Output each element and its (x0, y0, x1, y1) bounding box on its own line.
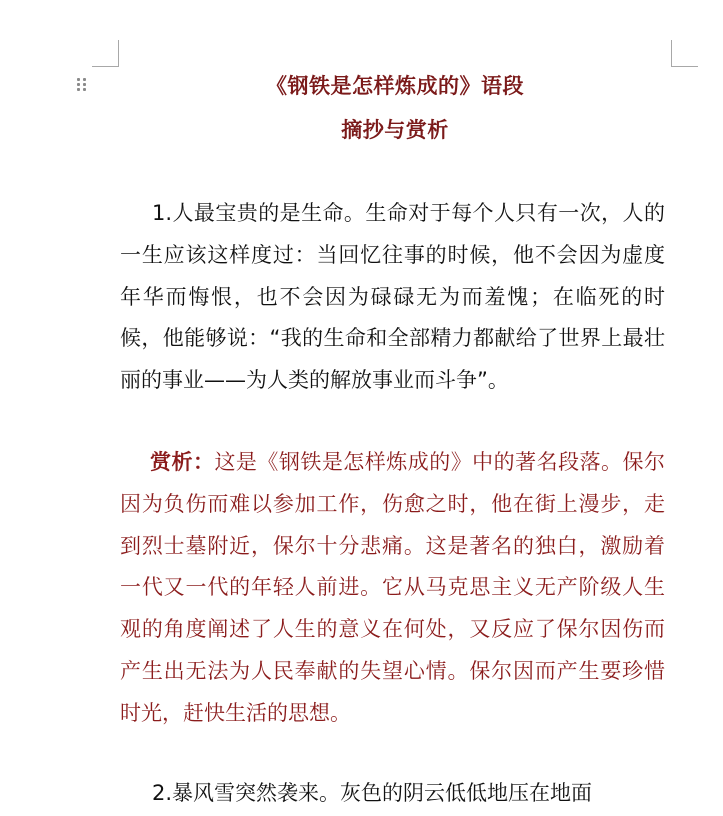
quote-paragraph-1: 1.人最宝贵的是生命。生命对于每个人只有一次，人的一生应该这样度过：当回忆往事的时候，他不会因为虚度年华而悔恨，也不会因为碌碌无为而羞愧；在临死的时候，他能够说：“我的生命和全部精力都献给了世界上最壮丽的事业——为人类的解放事业而斗争”。 (120, 201, 665, 393)
analysis-label: 赏析： (150, 450, 215, 474)
analysis-text: 这是《钢铁是怎样炼成的》中的著名段落。保尔因为负伤而难以参加工作，伤愈之时，他在街上漫步，走到烈士墓附近，保尔十分悲痛。这是著名的独白，激励着一代又一代的年轻人前进。它从马克思主义无产阶级人生观的角度阐述了人生的意义在何处，又反应了保尔因伤而产生出无法为人民奉献的失望心情。保尔因而产生要珍惜时光，赶快生活的思想。 (120, 450, 666, 725)
page-corner-top-right (671, 40, 698, 67)
document-title-line-2: 摘抄与赏析 (341, 118, 449, 142)
quote-paragraph-2: 2.暴风雪突然袭来。灰色的阴云低低地压在地面 (152, 781, 593, 805)
page-corner-top-left (92, 40, 119, 67)
document-title-line-1: 《钢铁是怎样炼成的》语段 (266, 74, 524, 98)
analysis-paragraph (120, 442, 665, 735)
